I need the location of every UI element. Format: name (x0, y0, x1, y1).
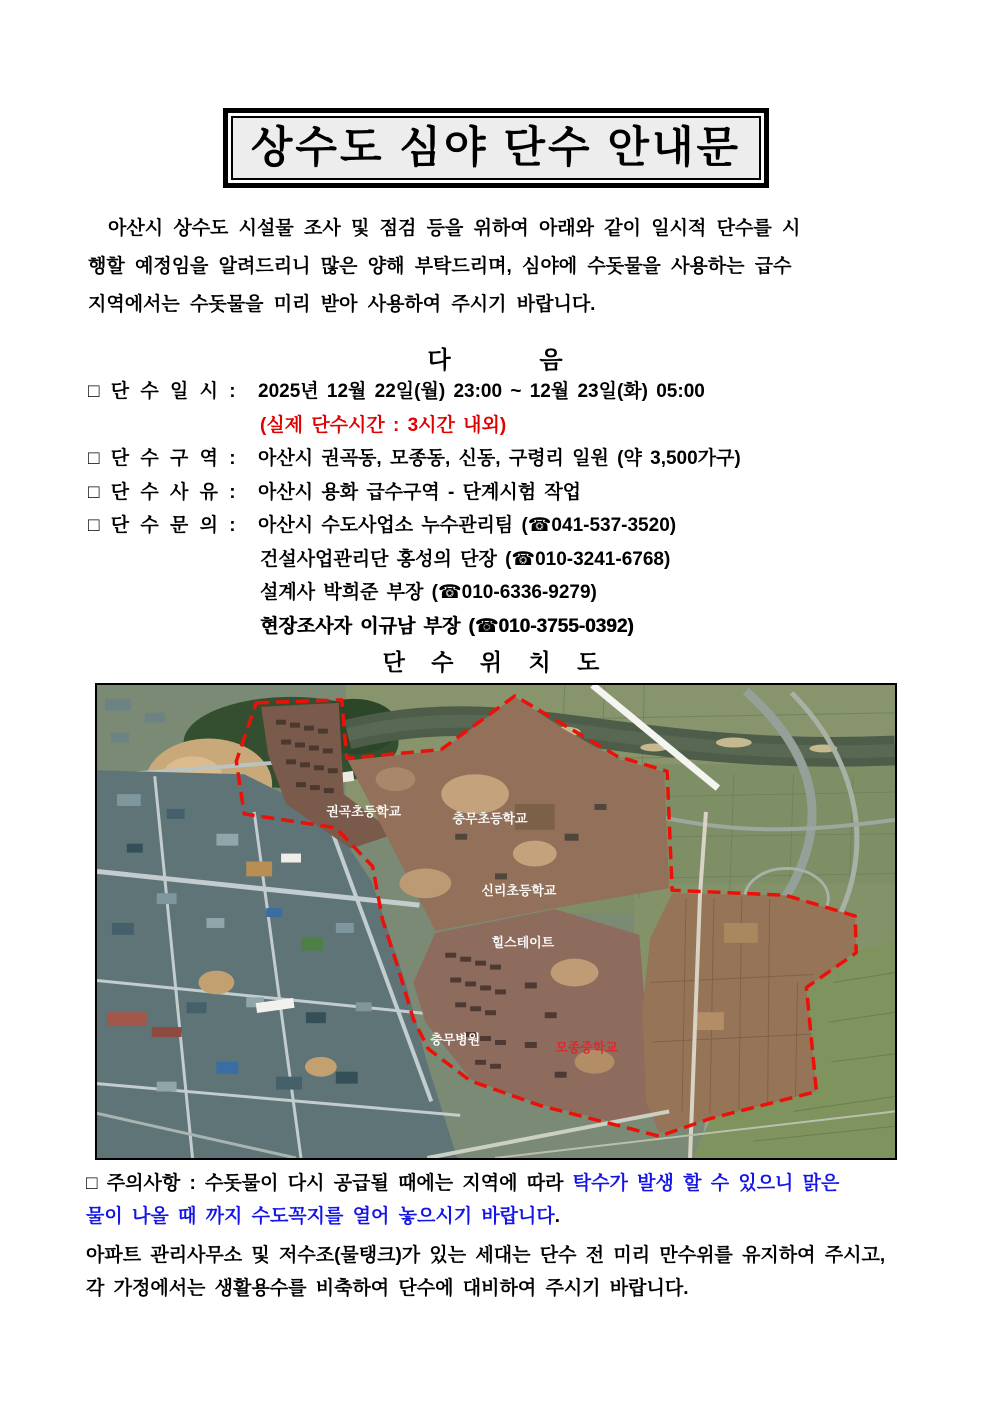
caution-section (86, 1167, 946, 1305)
caution-line (86, 1167, 946, 1200)
title-box (0, 108, 992, 188)
caution-text-blue: 탁수가 발생 할 수 있으니 맑은 (572, 1173, 840, 1194)
map-label-chungmu-hospital: 충무병원 (430, 1031, 481, 1047)
contact-line: 현장조사자 이규남 부장 (☎010-3755-0392) (260, 615, 634, 637)
item-value: 2025년 12월 22일(월) 23:00 ~ 12월 23일(화) 05:00 (258, 381, 705, 402)
map-label-mojong-middle-school: 모종중학교 (555, 1039, 618, 1055)
item-shutdown-datetime (88, 375, 928, 409)
item-value: 아산시 권곡동, 모종동, 신동, 구령리 일원 (약 3,500가구) (258, 448, 741, 469)
item-label: □ 단 수 일 시 : (88, 381, 238, 402)
section-heading-daum: 다 음 (427, 347, 565, 374)
shutdown-location-map (95, 683, 897, 1160)
item-label: □ 단 수 구 역 : (88, 448, 238, 469)
intro-line: 아산시 상수도 시설물 조사 및 점검 등을 위하여 아래와 같이 일시적 단수를 시 (108, 218, 801, 239)
intro-line: 지역에서는 수돗물을 미리 받아 사용하여 주시기 바랍니다. (88, 294, 596, 315)
item-shutdown-reason (88, 476, 928, 510)
item-value: 아산시 용화 급수구역 - 단계시험 작업 (258, 481, 582, 503)
title-border-outer (223, 108, 769, 188)
caution-text: . (554, 1206, 561, 1227)
item-value: 아산시 수도사업소 누수관리팀 (☎041-537-3520) (258, 515, 677, 536)
caution-line (86, 1200, 946, 1233)
item-shutdown-duration-note: (실제 단수시간 : 3시간 내외) (260, 414, 507, 436)
map-heading: 단 수 위 치 도 (382, 649, 610, 675)
item-shutdown-contact (88, 509, 928, 543)
caution-text-blue: 물이 나올 때 까지 수도꼭지를 열어 놓으시기 바랍니다 (86, 1206, 555, 1227)
caution-text: □ 주의사항 : 수돗물이 다시 공급될 때에는 지역에 따라 (86, 1173, 573, 1194)
map-label-hillstate: 힐스테이트 (491, 934, 555, 950)
item-label: □ 단 수 문 의 : (88, 515, 238, 536)
contact-line: 건설사업관리단 홍성의 단장 (☎010-3241-6768) (260, 548, 671, 570)
contact-line: 설계사 박희준 부장 (☎010-6336-9279) (260, 582, 597, 603)
page-title: 상수도 심야 단수 안내문 (231, 116, 761, 180)
intro-line: 행할 예정임을 알려드리니 많은 양해 부탁드리며, 심야에 수돗물을 사용하는 급수 (88, 256, 792, 277)
map-label-chungmu-elementary: 충무초등학교 (452, 810, 528, 826)
item-shutdown-area (88, 442, 928, 476)
satellite-map-graphic (97, 685, 895, 1158)
detail-items (88, 375, 928, 643)
map-label-gwongok-elementary: 권곡초등학교 (326, 803, 402, 819)
intro-paragraph (88, 210, 916, 324)
caution-line: 아파트 관리사무소 및 저수조(물탱크)가 있는 세대는 단수 전 미리 만수위를 유지하여 주시고, (86, 1245, 886, 1266)
caution-line: 각 가정에서는 생활용수를 비축하여 단수에 대비하여 주시기 바랍니다. (86, 1278, 689, 1299)
map-label-sinri-elementary: 신리초등학교 (481, 883, 557, 899)
item-label: □ 단 수 사 유 : (88, 481, 238, 503)
